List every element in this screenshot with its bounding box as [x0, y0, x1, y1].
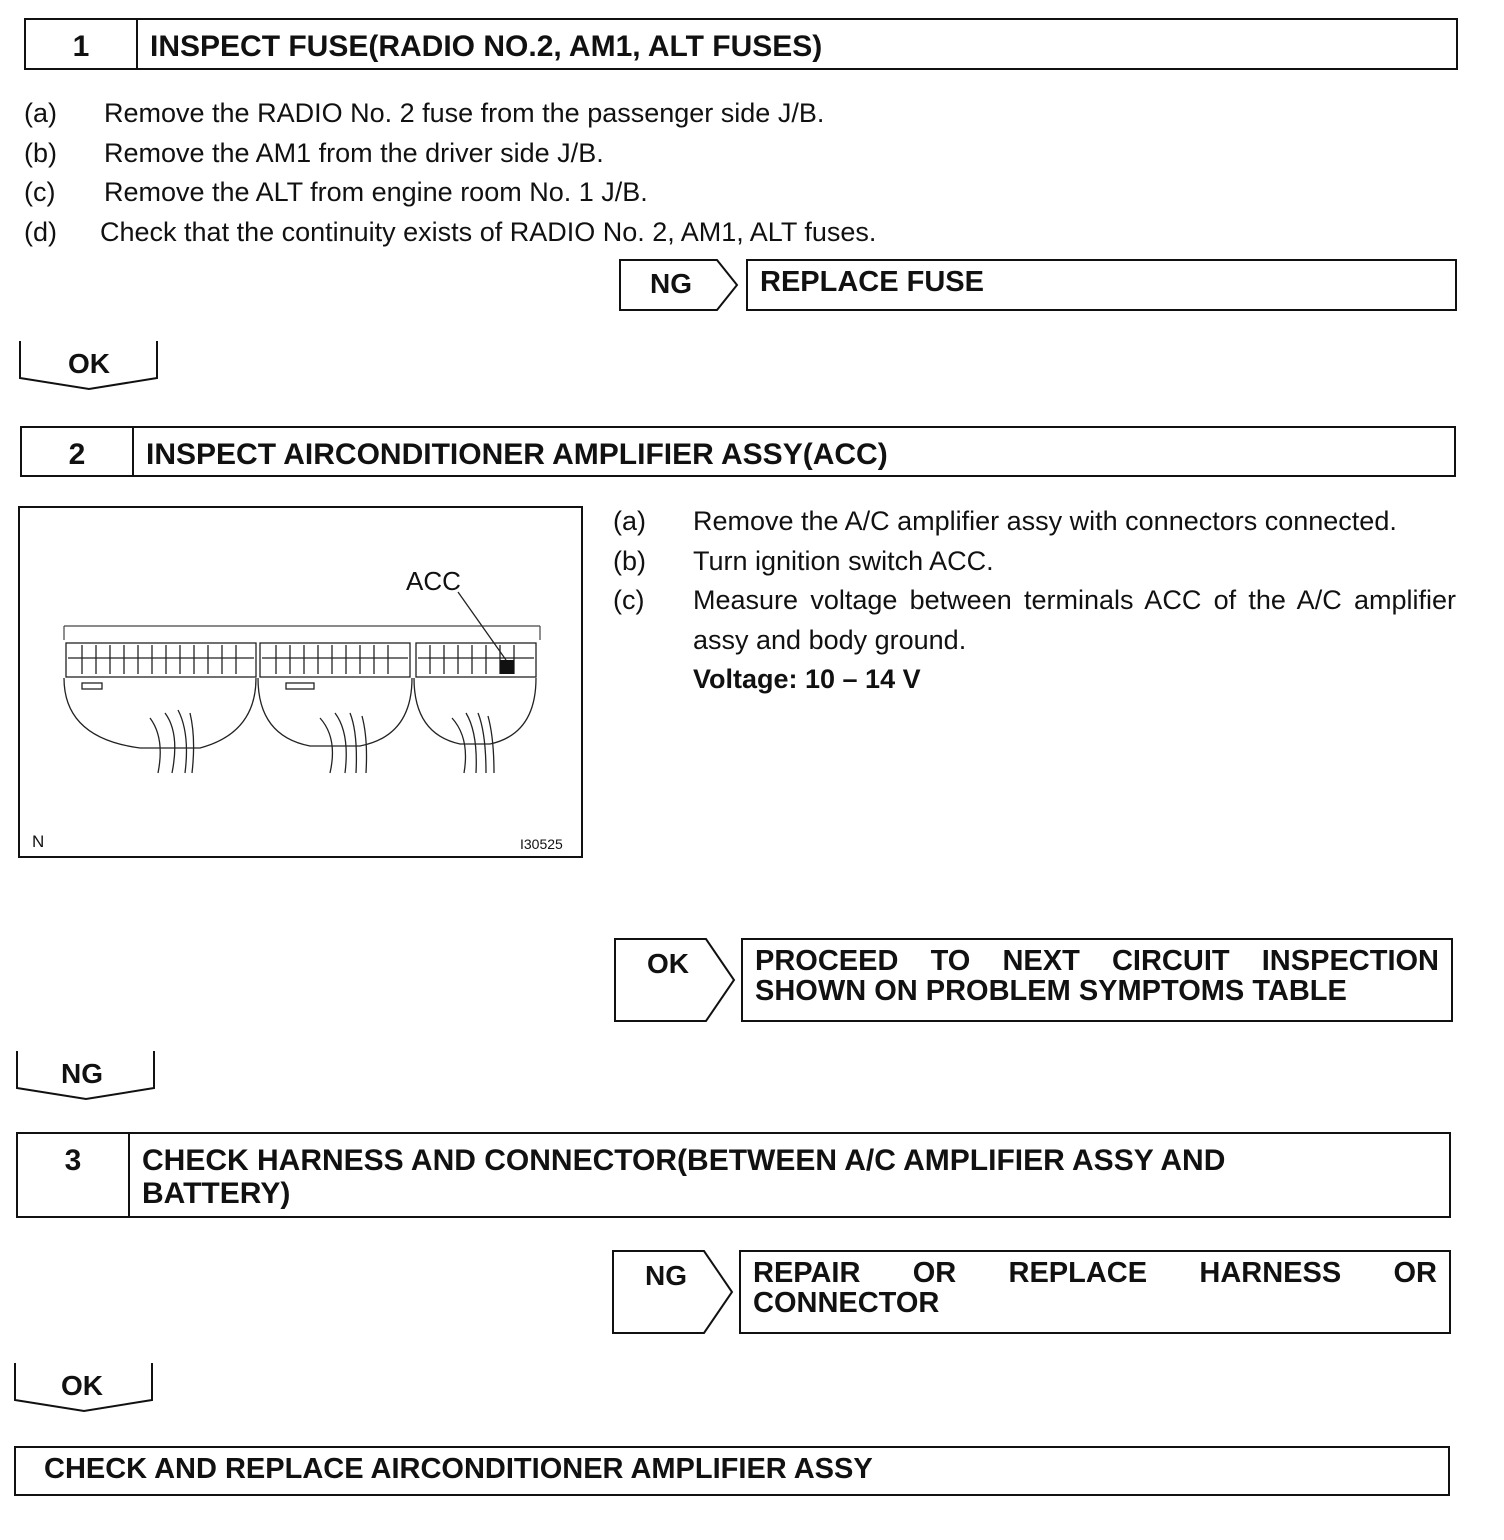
item-text: Remove the ALT from engine room No. 1 J/B.: [104, 177, 648, 207]
figure-id: I30525: [520, 836, 563, 852]
figure-corner-label: N: [32, 832, 45, 851]
instruction-item: [613, 542, 1456, 582]
instruction-item: [24, 173, 1444, 213]
item-text: Remove the RADIO No. 2 fuse from the passenger side J/B.: [104, 98, 825, 128]
spec-text: Voltage: 10 – 14 V: [693, 664, 921, 694]
item-tag: (b): [613, 545, 646, 576]
final-action-box: [14, 1446, 1450, 1496]
item-tag: (d): [24, 216, 57, 247]
step-3-ng-result: [739, 1250, 1451, 1334]
result-line-2: SHOWN ON PROBLEM SYMPTOMS TABLE: [755, 975, 1347, 1007]
title-line-2: BATTERY): [142, 1177, 291, 1210]
item-text: Turn ignition switch ACC.: [693, 545, 994, 576]
step-2-ok-label: OK: [647, 948, 689, 979]
final-action-text: CHECK AND REPLACE AIRCONDITIONER AMPLIFIER ASSY: [44, 1453, 873, 1485]
item-tag: (a): [24, 98, 57, 128]
step-1-ng-label: NG: [650, 268, 692, 299]
instruction-item: [24, 213, 1444, 253]
step-2-ng-label: NG: [61, 1058, 103, 1089]
step-1-title: INSPECT FUSE(RADIO NO.2, AM1, ALT FUSES): [150, 30, 823, 63]
item-text: Remove the AM1 from the driver side J/B.: [104, 137, 604, 168]
step-1-ng-result: [746, 259, 1457, 311]
instruction-item: [24, 134, 1444, 174]
connector-figure: [18, 506, 583, 858]
step-3-header: [16, 1132, 1451, 1218]
acc-callout: ACC: [406, 566, 461, 596]
step-2-instructions: [613, 502, 1456, 700]
step-3-title: [130, 1134, 1449, 1216]
instruction-item: [613, 581, 1456, 660]
step-2-ok-result: [741, 938, 1453, 1022]
item-text: Check that the continuity exists of RADIO No. 2, AM1, ALT fuses.: [100, 216, 877, 247]
step-2-number: 2: [22, 428, 134, 475]
item-tag: (c): [24, 177, 56, 207]
step-1-instructions: [24, 94, 1444, 252]
instruction-item: [613, 502, 1456, 542]
item-tag: (a): [613, 506, 646, 536]
step-3-ok-label: OK: [61, 1370, 103, 1401]
result-line-1: PROCEED TO NEXT CIRCUIT INSPECTION: [755, 945, 1439, 977]
title-line-1: CHECK HARNESS AND CONNECTOR(BETWEEN A/C AMPLIFIER ASSY AND: [142, 1144, 1226, 1177]
step-2-header: [20, 426, 1456, 477]
item-text: Measure voltage between terminals ACC of the A/C amplifier assy and body ground.: [693, 585, 1456, 655]
step-3-ng-label: NG: [645, 1260, 687, 1291]
step-1-number: 1: [26, 20, 138, 68]
item-text: Remove the A/C amplifier assy with connectors connected.: [693, 506, 1397, 536]
connector-drawing: [20, 508, 581, 856]
step-2-title: INSPECT AIRCONDITIONER AMPLIFIER ASSY(ACC): [146, 438, 888, 471]
item-tag: (c): [613, 585, 645, 615]
step-3-number: 3: [18, 1134, 130, 1216]
step-1-ok-label: OK: [68, 348, 110, 379]
item-tag: (b): [24, 137, 57, 168]
result-line-1: REPAIR OR REPLACE HARNESS OR: [753, 1257, 1437, 1289]
step-1-header: [24, 18, 1458, 70]
result-text: REPLACE FUSE: [760, 266, 984, 298]
voltage-spec: [613, 660, 1456, 700]
result-line-2: CONNECTOR: [753, 1287, 940, 1319]
instruction-item: [24, 94, 1444, 134]
